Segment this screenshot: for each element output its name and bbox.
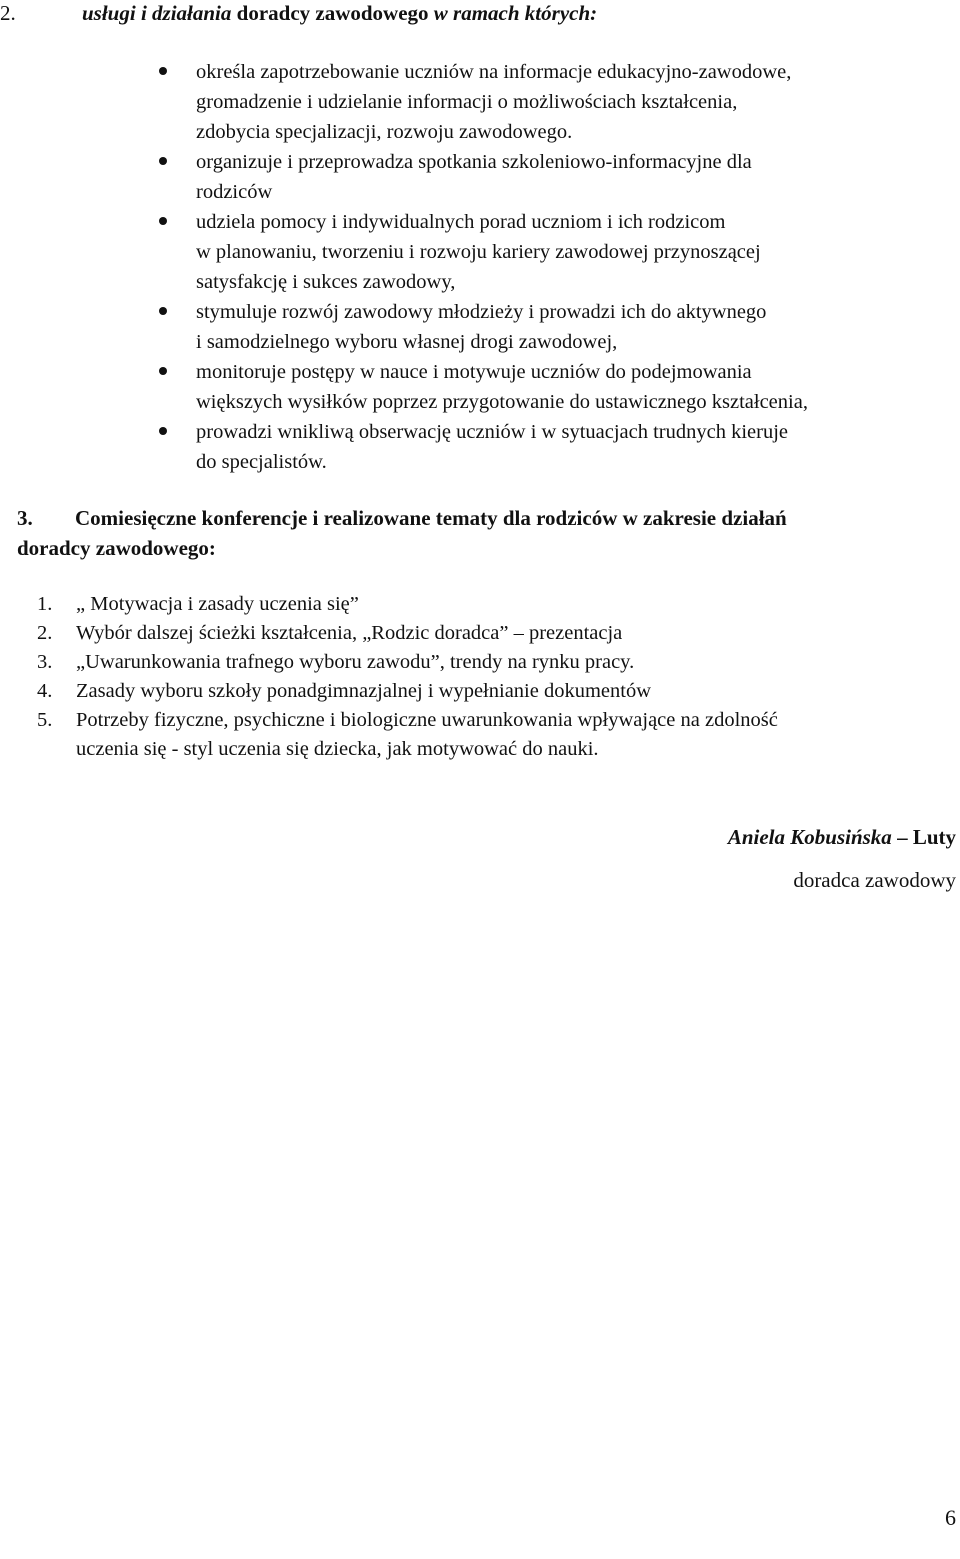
bullet-text-line: zdobycia specjalizacji, rozwoju zawodowego. [196, 121, 573, 143]
section-3-title-line-2: doradcy zawodowego: [17, 536, 216, 560]
section-2-bullet-list [0, 57, 960, 477]
bullet-text-line: do specjalistów. [196, 451, 327, 473]
section-2-title-end: w ramach których: [433, 1, 598, 25]
topic-number: 3. [37, 651, 53, 673]
bullet-item [0, 297, 960, 357]
topic-item [0, 590, 960, 619]
bullet-text-line: udziela pomocy i indywidualnych porad uczniom i ich rodzicom [196, 211, 726, 233]
bullet-text-line: monitoruje postępy w nauce i motywuje uczniów do podejmowania [196, 361, 752, 383]
bullet-dot-icon [159, 367, 167, 375]
bullet-dot-icon [159, 157, 167, 165]
bullet-text-line: satysfakcję i sukces zawodowy, [196, 271, 456, 293]
topic-text-line: Zasady wyboru szkoły ponadgimnazjalnej i wypełnianie dokumentów [76, 680, 652, 702]
topic-item [0, 677, 960, 706]
section-3-topic-list [0, 590, 960, 764]
section-2-title-italic: usługi i działania [82, 1, 232, 25]
bullet-item [0, 357, 960, 417]
bullet-item [0, 207, 960, 297]
topic-item [0, 619, 960, 648]
bullet-dot-icon [159, 217, 167, 225]
bullet-text-line: prowadzi wnikliwą obserwację uczniów i w sytuacjach trudnych kieruje [196, 421, 789, 443]
bullet-dot-icon [159, 67, 167, 75]
topic-text-line: uczenia się - styl uczenia się dziecka, jak motywować do nauki. [76, 738, 599, 760]
bullet-item [0, 417, 960, 477]
topic-item [0, 648, 960, 677]
signature-role: doradca zawodowy [793, 868, 956, 892]
topic-item [0, 706, 960, 764]
bullet-item [0, 147, 960, 207]
topic-number: 5. [37, 709, 53, 731]
topic-text-line: „Uwarunkowania trafnego wyboru zawodu”, trendy na rynku pracy. [76, 651, 635, 673]
section-2-title [82, 0, 597, 26]
bullet-text-line: stymuluje rozwój zawodowy młodzieży i prowadzi ich do aktywnego [196, 301, 767, 323]
bullet-item [0, 57, 960, 147]
bullet-text-line: określa zapotrzebowanie uczniów na informacje edukacyjno-zawodowe, [196, 61, 792, 83]
bullet-text-line: gromadzenie i udzielanie informacji o możliwościach kształcenia, [196, 91, 738, 113]
bullet-text-line: organizuje i przeprowadza spotkania szkoleniowo-informacyjne dla [196, 151, 752, 173]
bullet-text-line: i samodzielnego wyboru własnej drogi zawodowej, [196, 331, 618, 353]
bullet-dot-icon [159, 307, 167, 315]
topic-text-line: Wybór dalszej ścieżki kształcenia, „Rodzic doradca” – prezentacja [76, 622, 623, 644]
bullet-dot-icon [159, 427, 167, 435]
section-3-number: 3. [17, 506, 33, 530]
topic-text-line: Potrzeby fizyczne, psychiczne i biologiczne uwarunkowania wpływające na zdolność [76, 709, 778, 731]
topic-text-line: „ Motywacja i zasady uczenia się” [76, 593, 359, 615]
bullet-text-line: w planowaniu, tworzeniu i rozwoju kariery zawodowej przynoszącej [196, 241, 761, 263]
signature-first-name: Aniela Kobusińska [727, 825, 892, 849]
topic-number: 2. [37, 622, 53, 644]
topic-number: 1. [37, 593, 53, 615]
topic-number: 4. [37, 680, 53, 702]
bullet-text-line: rodziców [196, 181, 273, 203]
section-2-title-middle: doradcy zawodowego [231, 1, 434, 25]
section-2-number: 2. [0, 1, 16, 25]
signature-surname: – Luty [891, 825, 956, 849]
page-number: 6 [945, 1505, 956, 1530]
section-3-title-line-1: Comiesięczne konferencje i realizowane tematy dla rodziców w zakresie działań [75, 506, 787, 530]
bullet-text-line: większych wysiłków poprzez przygotowanie do ustawicznego kształcenia, [196, 391, 808, 413]
signature-name [728, 822, 956, 852]
